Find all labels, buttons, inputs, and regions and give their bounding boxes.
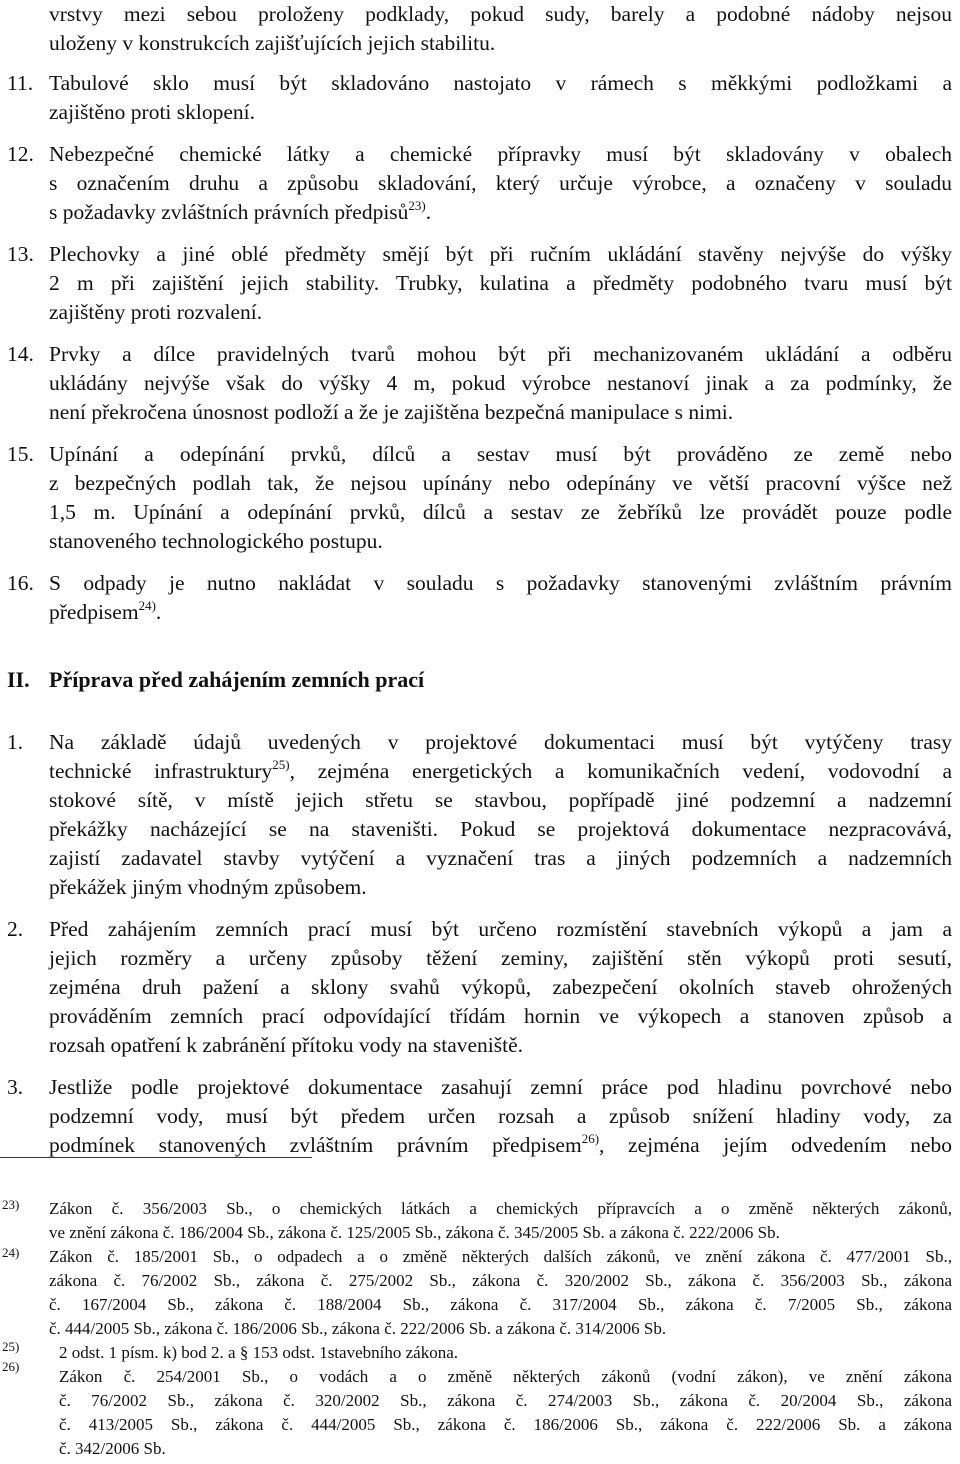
- item-number: 15.: [7, 442, 34, 466]
- item-line: Tabulové sklo musí být skladováno nastojato v rámech s měkkými podložkami a: [49, 71, 952, 95]
- item-text: , zejména jejím odvedením nebo: [599, 1133, 952, 1157]
- item-line: Nebezpečné chemické látky a chemické přípravky musí být skladovány v obalech: [49, 142, 952, 166]
- item-line: zajištěny proti rozvalení.: [49, 300, 263, 324]
- footnote-line: Zákon č. 185/2001 Sb., o odpadech a o změně některých dalších zákonů, ve znění zákona č. 477/2001 Sb.,: [49, 1247, 952, 1266]
- item-line: Upínání a odepínání prvků, dílců a sestav musí být prováděno ze země nebo: [49, 442, 952, 466]
- item-text: předpisem: [49, 600, 139, 624]
- footnote-line: č. 444/2005 Sb., zákona č. 186/2006 Sb., zákona č. 222/2006 Sb. a zákona č. 314/2006 Sb.: [49, 1319, 667, 1338]
- item-line: Jestliže podle projektové dokumentace zasahují zemní práce pod hladinu povrchové nebo: [49, 1075, 952, 1099]
- item-line: s označením druhu a způsobu skladování, který určuje výrobce, a označeny v souladu: [49, 171, 952, 195]
- footnote-reference: 23): [408, 198, 426, 213]
- item-line: 2 m při zajištění jejich stability. Trubky, kulatina a předměty podobného tvaru musí být: [49, 271, 952, 295]
- footnote-reference: 25): [272, 757, 290, 772]
- item-text: podmínek stanovených zvláštním právním předpisem: [49, 1133, 582, 1157]
- footnote-line: č. 413/2005 Sb., zákona č. 444/2005 Sb., zákona č. 186/2006 Sb., zákona č. 222/2006 Sb. a zákona: [59, 1415, 952, 1434]
- item-line: zajištěno proti sklopení.: [49, 100, 256, 124]
- item-number: 12.: [7, 142, 34, 166]
- item-line: jejich rozměry a určeny způsoby těžení zeminy, zajištění stěn výkopů proti sesutí,: [49, 946, 952, 970]
- footnote-mark: 25): [2, 1339, 20, 1354]
- item-number: 3.: [7, 1075, 24, 1099]
- item-line: zejména druh pažení a sklony svahů výkopů, zabezpečení okolních staveb ohrožených: [49, 975, 952, 999]
- item-line: zajistí zadavatel stavby vytýčení a vyznačení tras a jiných podzemních a nadzemních: [49, 846, 952, 870]
- item-line: Prvky a dílce pravidelných tvarů mohou být při mechanizovaném ukládání a odběru: [49, 342, 952, 366]
- item-line: není překročena únosnost podloží a že je zajištěna bezpečná manipulace s nimi.: [49, 400, 734, 424]
- footnote-line: Zákon č. 356/2003 Sb., o chemických látkách a chemických přípravcích a o změně některých zákonů,: [49, 1199, 952, 1218]
- item-text: , zejména energetických a komunikačních vedení, vodovodní a: [289, 759, 953, 783]
- footnote-reference: 26): [581, 1131, 600, 1146]
- item-line: podzemní vody, musí být předem určen rozsah a způsob snížení hladiny vody, za: [49, 1104, 952, 1128]
- intro-line: vrstvy mezi sebou proloženy podklady, pokud sudy, barely a podobné nádoby nejsou: [49, 2, 952, 26]
- intro-line: uloženy v konstrukcích zajišťujících jejich stabilitu.: [49, 31, 496, 55]
- item-line: Plechovky a jiné oblé předměty smějí být při ručním ukládání stavěny nejvýše do výšky: [49, 242, 952, 266]
- footnote-line: Zákon č. 254/2001 Sb., o vodách a o změně některých zákonů (vodní zákon), ve znění zákona: [59, 1367, 952, 1386]
- footnote-mark: 23): [2, 1197, 20, 1212]
- item-line: S odpady je nutno nakládat v souladu s požadavky stanovenými zvláštním právním: [49, 571, 952, 595]
- item-line: stanoveného technologického postupu.: [49, 529, 383, 553]
- item-line: Před zahájením zemních prací musí být určeno rozmístění stavebních výkopů a jam a: [49, 917, 952, 941]
- footnote-mark: 24): [2, 1245, 20, 1260]
- item-line: 1,5 m. Upínání a odepínání prvků, dílců a sestav ze žebříků lze provádět pouze podle: [49, 500, 952, 524]
- item-text: technické infrastruktury: [49, 759, 273, 783]
- item-line: [49, 598, 952, 627]
- item-line: [49, 757, 952, 786]
- footnote-line: č. 167/2004 Sb., zákona č. 188/2004 Sb., zákona č. 317/2004 Sb., zákona č. 7/2005 Sb., zákona: [49, 1295, 952, 1314]
- item-text: .: [425, 200, 432, 224]
- item-number: 13.: [7, 242, 34, 266]
- item-line: rozsah opatření k zabránění přítoku vody na staveniště.: [49, 1033, 524, 1057]
- footnote-line: zákona č. 76/2002 Sb., zákona č. 275/2002 Sb., zákona č. 320/2002 Sb., zákona č. 356/2003 Sb., zákona: [49, 1271, 952, 1290]
- item-number: 2.: [7, 917, 24, 941]
- item-number: 11.: [7, 71, 34, 95]
- footnote-mark: 26): [2, 1359, 20, 1374]
- footnote-line: č. 342/2006 Sb.: [59, 1439, 166, 1458]
- footnote-line: ve znění zákona č. 186/2004 Sb., zákona č. 125/2005 Sb., zákona č. 345/2005 Sb. a zákona č. 222/2006 Sb.: [49, 1223, 780, 1242]
- item-line: stokové sítě, v místě jejich střetu se stavbou, popřípadě jiné podzemní a nadzemní: [49, 788, 952, 812]
- item-line: ukládány nejvýše však do výšky 4 m, pokud výrobce nestanoví jinak a za podmínky, že: [49, 371, 952, 395]
- item-line: [49, 198, 952, 227]
- item-line: [49, 1131, 952, 1160]
- item-number: 16.: [7, 571, 34, 595]
- item-number: 1.: [7, 730, 24, 754]
- item-line: z bezpečných podlah tak, že nejsou upínány nebo odepínány ve větší pracovní výšce než: [49, 471, 952, 495]
- item-line: překážky nacházející se na staveništi. Pokud se projektová dokumentace nezpracovává,: [49, 817, 952, 841]
- footnote-reference: 24): [138, 598, 156, 613]
- section-number: II.: [7, 667, 30, 692]
- section-heading: Příprava před zahájením zemních prací: [49, 667, 425, 692]
- item-text: s požadavky zvláštních právních předpisů: [49, 200, 409, 224]
- footnote-separator: [0, 1157, 312, 1158]
- footnote-line: č. 76/2002 Sb., zákona č. 320/2002 Sb., zákona č. 274/2003 Sb., zákona č. 20/2004 Sb., zákona: [59, 1391, 952, 1410]
- item-line: překážek jiným vhodným způsobem.: [49, 875, 367, 899]
- item-line: Na základě údajů uvedených v projektové dokumentaci musí být vytýčeny trasy: [49, 730, 952, 754]
- item-number: 14.: [7, 342, 34, 366]
- footnote-line: 2 odst. 1 písm. k) bod 2. a § 153 odst. 1stavebního zákona.: [59, 1343, 458, 1362]
- item-line: prováděním zemních prací odpovídající třídám hornin ve výkopech a stanoven způsob a: [49, 1004, 952, 1028]
- item-text: .: [155, 600, 162, 624]
